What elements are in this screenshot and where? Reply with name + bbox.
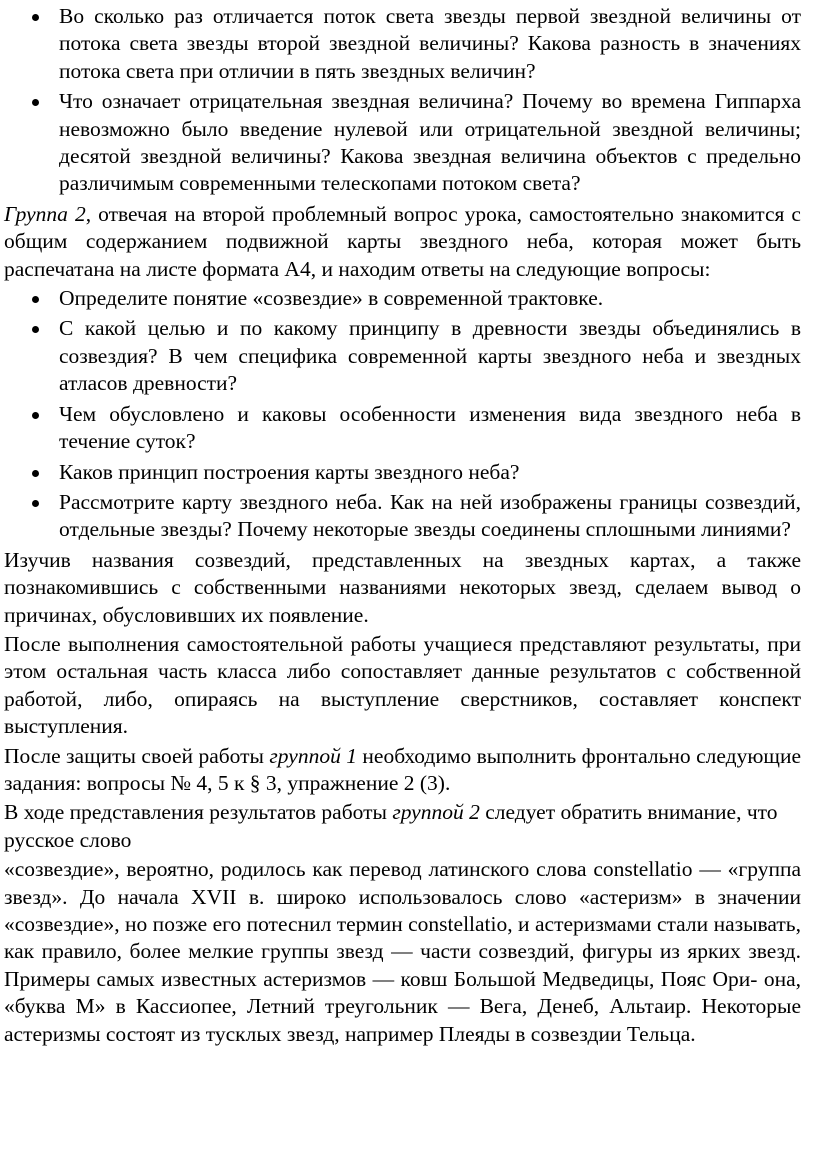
after-work-paragraph: После выполнения самостоятельной работы учащиеся представляют результаты, при этом остальная часть класса либо сопоставляет данные результатов с собственной работой, либо, опираясь на выступление сверстников, составляет конспект выступления.	[4, 631, 801, 739]
names-paragraph: Изучив названия созвездий, представленных на звездных картах, а также познакомившись с собственными названиями некоторых звезд, сделаем вывод о причинах, обусловивших их появление.	[4, 547, 801, 627]
list-item: С какой целью и по какому принципу в древности звезды объединялись в созвездия? В чем специфика современной карты звездного неба и звездных атласов древности?	[4, 315, 801, 397]
presentation-paragraph	[4, 799, 801, 854]
presentation-text-start: В ходе представления результатов работы	[4, 800, 393, 825]
defense-text-end: необходимо выполнить фронтально следующие задания: вопросы № 4, 5 к § 3, упражнение 2 (3).	[4, 743, 801, 795]
list-item: Каков принцип построения карты звездного неба?	[4, 459, 801, 486]
presentation-text-end: следует обратить внимание, что русское слово	[4, 800, 778, 852]
list-item: Во сколько раз отличается поток света звезды первой звездной величины от потока света звезды второй звездной величины? Какова разность в значениях потока света при отличии в пять звездных величин?	[4, 3, 801, 85]
question-list-group2	[4, 285, 801, 544]
group2-label-inline: группой 2	[392, 800, 480, 825]
defense-text-start: После защиты своей работы	[4, 743, 270, 768]
list-item: Определите понятие «созвездие» в современной трактовке.	[4, 285, 801, 312]
list-item: Рассмотрите карту звездного неба. Как на ней изображены границы созвездий, отдельные звезды? Почему некоторые звезды соединены сплошными линиями?	[4, 489, 801, 544]
list-item: Что означает отрицательная звездная величина? Почему во времена Гиппарха невозможно было введение нулевой или отрицательной звездной величины; десятой звездной величины? Какова звездная величина объектов с предельно различимым современными телескопами потоком света?	[4, 88, 801, 198]
group1-label: группой 1	[269, 743, 357, 768]
group2-text: , отвечая на второй проблемный вопрос урока, самостоятельно знакомится с общим содержанием подвижной карты звездного неба, которая может быть распечатана на листе формата А4, и находим ответы на следующие вопросы:	[4, 201, 801, 281]
constellatio-paragraph: «созвездие», вероятно, родилось как перевод латинского слова constellatio — «группа звезд». До начала XVII в. широко использовалось слово «астеризм» в значении «созвездие», но позже его потеснил термин constellatio, и астеризмами стали называть, как правило, более мелкие группы звезд — части созвездий, фигуры из ярких звезд. Примеры самых известных астеризмов — ковш Большой Медведицы, Пояс Ори- она, «буква М» в Кассиопее, Летний треугольник — Вега, Денеб, Альтаир. Некоторые астеризмы состоят из тусклых звезд, например Плеяды в созвездии Тельца.	[4, 857, 801, 1046]
defense-paragraph	[4, 743, 801, 798]
document-page	[0, 3, 816, 1165]
group2-label: Группа 2	[4, 201, 86, 226]
group2-paragraph	[4, 201, 801, 283]
question-list-group1	[4, 3, 801, 198]
list-item: Чем обусловлено и каковы особенности изменения вида звездного неба в течение суток?	[4, 401, 801, 456]
